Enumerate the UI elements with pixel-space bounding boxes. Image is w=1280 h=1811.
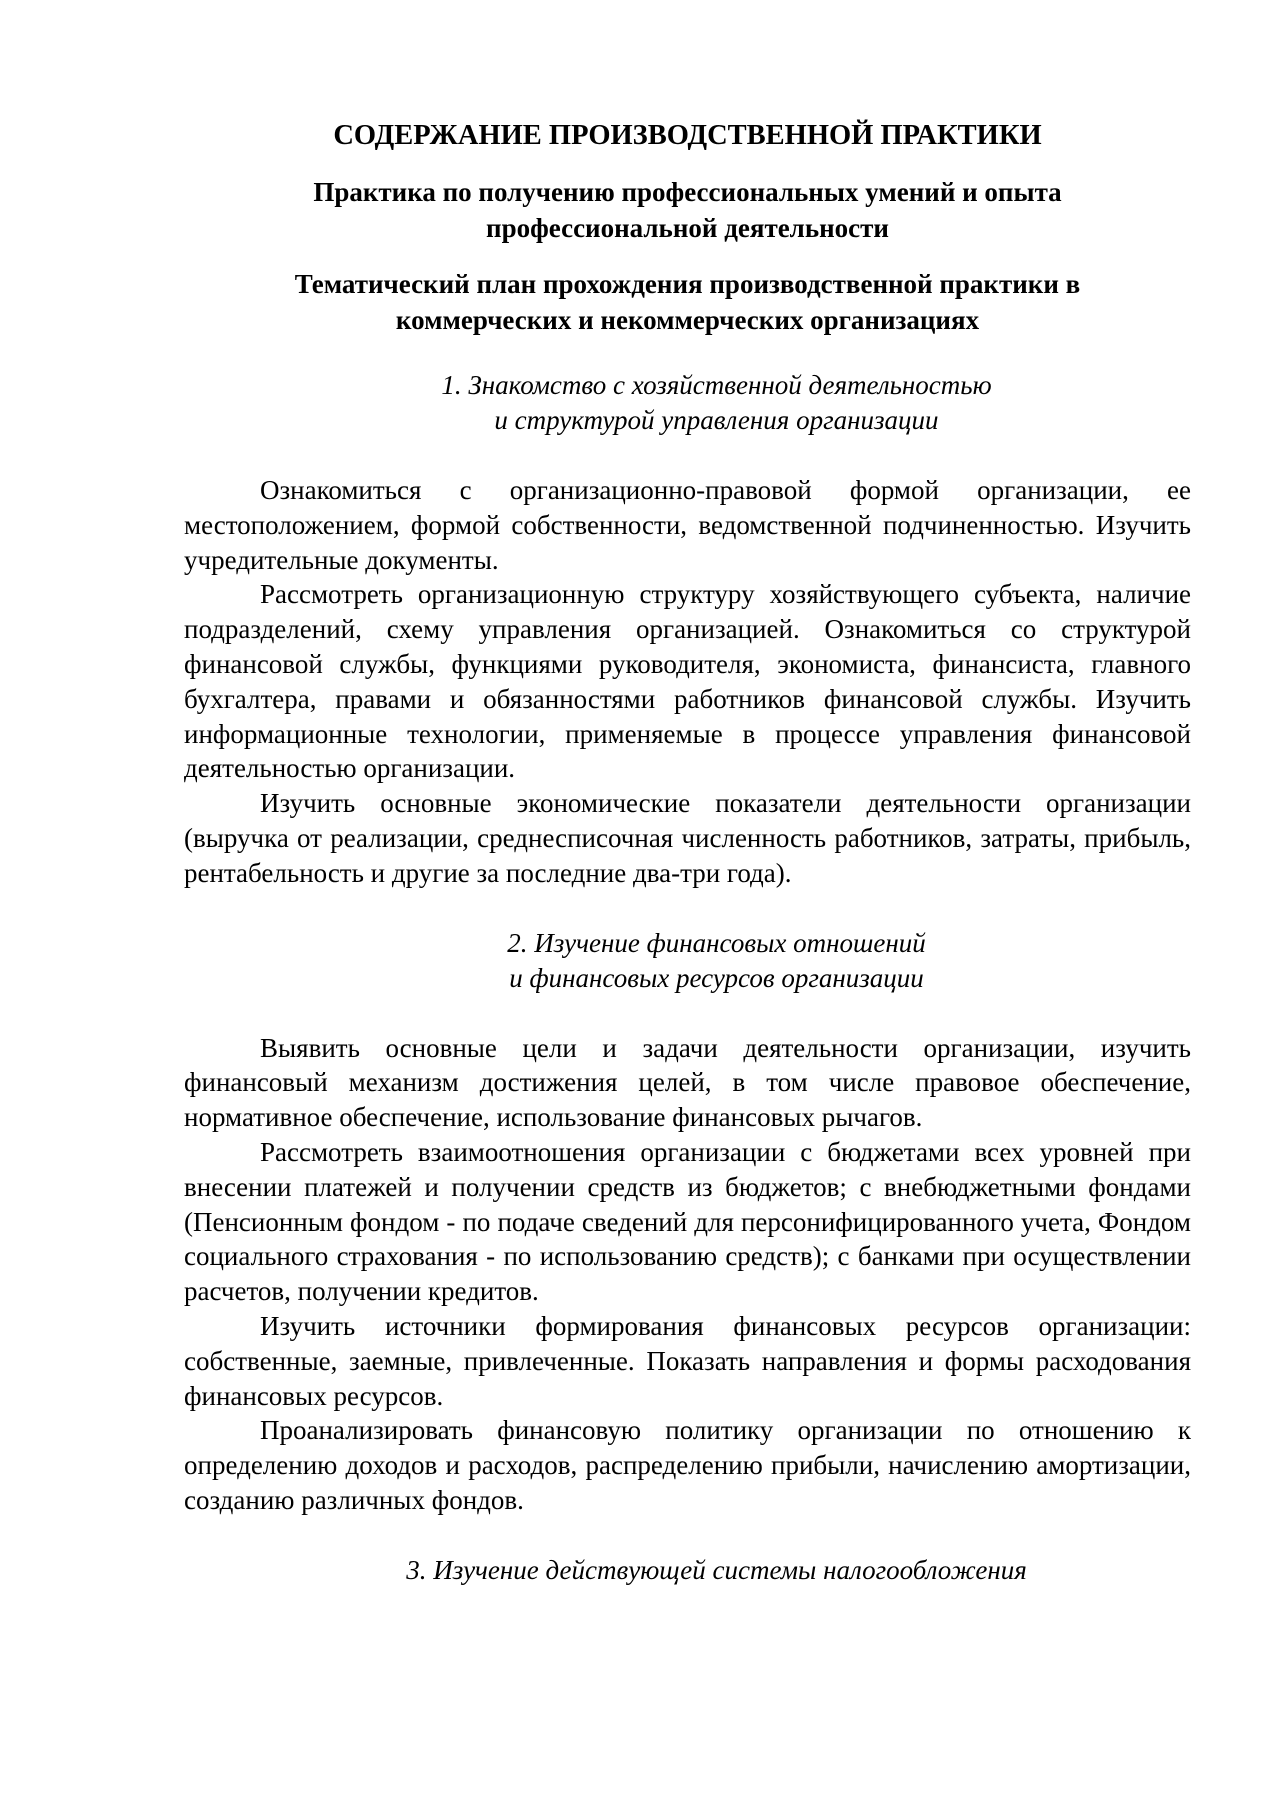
plan-title [184,266,1191,338]
practice-title [184,174,1191,246]
plan-title-line-2: коммерческих и некоммерческих организациях [395,305,980,335]
section-2-heading [184,926,1191,996]
section-1-heading-line-1: 1. Знакомство с хозяйственной деятельностью [441,370,992,400]
section-1-paragraph-2: Рассмотреть организационную структуру хозяйствующего субъекта, наличие подразделений, схему управления организацией. Ознакомиться со структурой финансовой службы, функциями руководителя, экономиста, финансиста, главного бухгалтера, правами и обязанностями работников финансовой службы. Изучить информационные технологии, применяемые в процессе управления финансовой деятельностью организации. [184,579,1191,784]
section-3-heading [213,1553,1220,1588]
section-1-heading-line-2: и структурой управления организации [494,405,939,435]
section-2-paragraph-1: Выявить основные цели и задачи деятельности организации, изучить финансовый механизм достижения целей, в том числе правовое обеспечение, нормативное обеспечение, использование финансовых рычагов. [184,1032,1191,1133]
document-title: СОДЕРЖАНИЕ ПРОИЗВОДСТВЕННОЙ ПРАКТИКИ [333,120,1042,151]
section-1-heading [184,368,1191,438]
section-1-paragraph-3: Изучить основные экономические показатели деятельности организации (выручка от реализации, среднесписочная численность работников, затраты, прибыль, рентабельность и другие за последние два-три года). [184,788,1191,888]
section-2-paragraph-4: Проанализировать финансовую политику организации по отношению к определению доходов и расходов, распределению прибыли, начислению амортизации, созданию различных фондов. [184,1415,1191,1515]
section-2-heading-line-1: 2. Изучение финансовых отношений [507,927,926,958]
practice-title-line-1: Практика по получению профессиональных умений и опыта [313,177,1062,207]
section-1-paragraph-1: Ознакомиться с организационно-правовой формой организации, ее местоположением, формой собственности, ведомственной подчиненностью. Изучить учредительные документы. [184,475,1191,575]
section-2-heading-line-2: и финансовых ресурсов организации [509,962,924,993]
plan-title-line-1: Тематический план прохождения производственной практики в [294,269,1081,299]
section-3-heading-line-1: 3. Изучение действующей системы налогообложения [406,1554,1027,1585]
section-2-paragraph-3: Изучить источники формирования финансовых ресурсов организации: собственные, заемные, привлеченные. Показать направления и формы расходования финансовых ресурсов. [184,1310,1191,1411]
section-2-body [184,1031,1191,1518]
document-page [184,118,1191,1623]
practice-title-line-2: профессиональной деятельности [486,213,889,243]
section-1-body [184,473,1191,891]
section-2-paragraph-2: Рассмотреть взаимоотношения организации с бюджетами всех уровней при внесении платежей и получении средств из бюджетов; с внебюджетными фондами (Пенсионным фондом - по подаче сведений для персонифицированного учета, Фондом социального страхования - по использованию средств); с банками при осуществлении расчетов, получении кредитов. [184,1136,1191,1307]
